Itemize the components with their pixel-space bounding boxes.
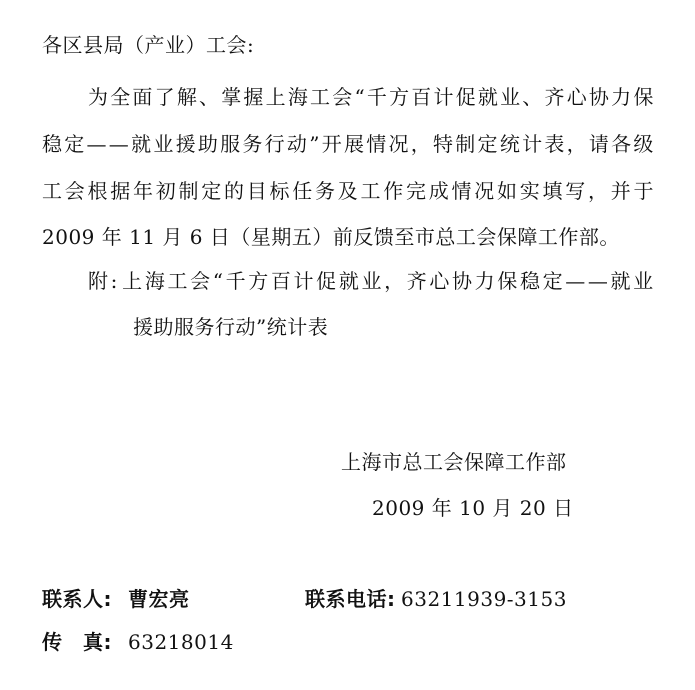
body-line-3: 工 会 根 据 年 初 制 定 的 目 标 任 务 及 工 作 完 成 情 况 如 实 填 写 ， 并 于	[42, 179, 654, 203]
body-line-2: 稳 定 — — 就 业 援 助 服 务 行 动 ” 开 展 情 况 ， 特 制 定 统 计 表 ， 请 各 级	[42, 132, 654, 156]
body-line-1: 为 全 面 了 解 、 掌 握 上 海 工 会 “ 千 方 百 计 促 就 业 、 齐 心 协 力 保	[88, 85, 654, 109]
attachment-line-2: 援助服务行动”统计表	[133, 315, 329, 339]
contact-phone-label: 联系电话:	[305, 587, 396, 611]
signature-department: 上海市总工会保障工作部	[341, 450, 567, 474]
contact-phone-value: 63211939-3153	[401, 587, 567, 611]
body-line-4: 2009 年 11 月 6 日（星期五）前反馈至市总工会保障工作部。	[42, 225, 620, 249]
contact-person-label: 联系人:	[42, 587, 112, 611]
salutation: 各区县局（产业）工会:	[42, 33, 255, 57]
contact-person-name: 曹宏亮	[128, 587, 190, 611]
signature-date: 2009 年 10 月 20 日	[372, 496, 574, 520]
contact-fax-label: 传 真:	[42, 630, 112, 654]
contact-fax-value: 63218014	[128, 630, 234, 654]
attachment-line-1: 附 : 上 海 工 会 “ 千 方 百 计 促 就 业 ， 齐 心 协 力 保 稳 定 — — 就 业	[88, 269, 654, 293]
